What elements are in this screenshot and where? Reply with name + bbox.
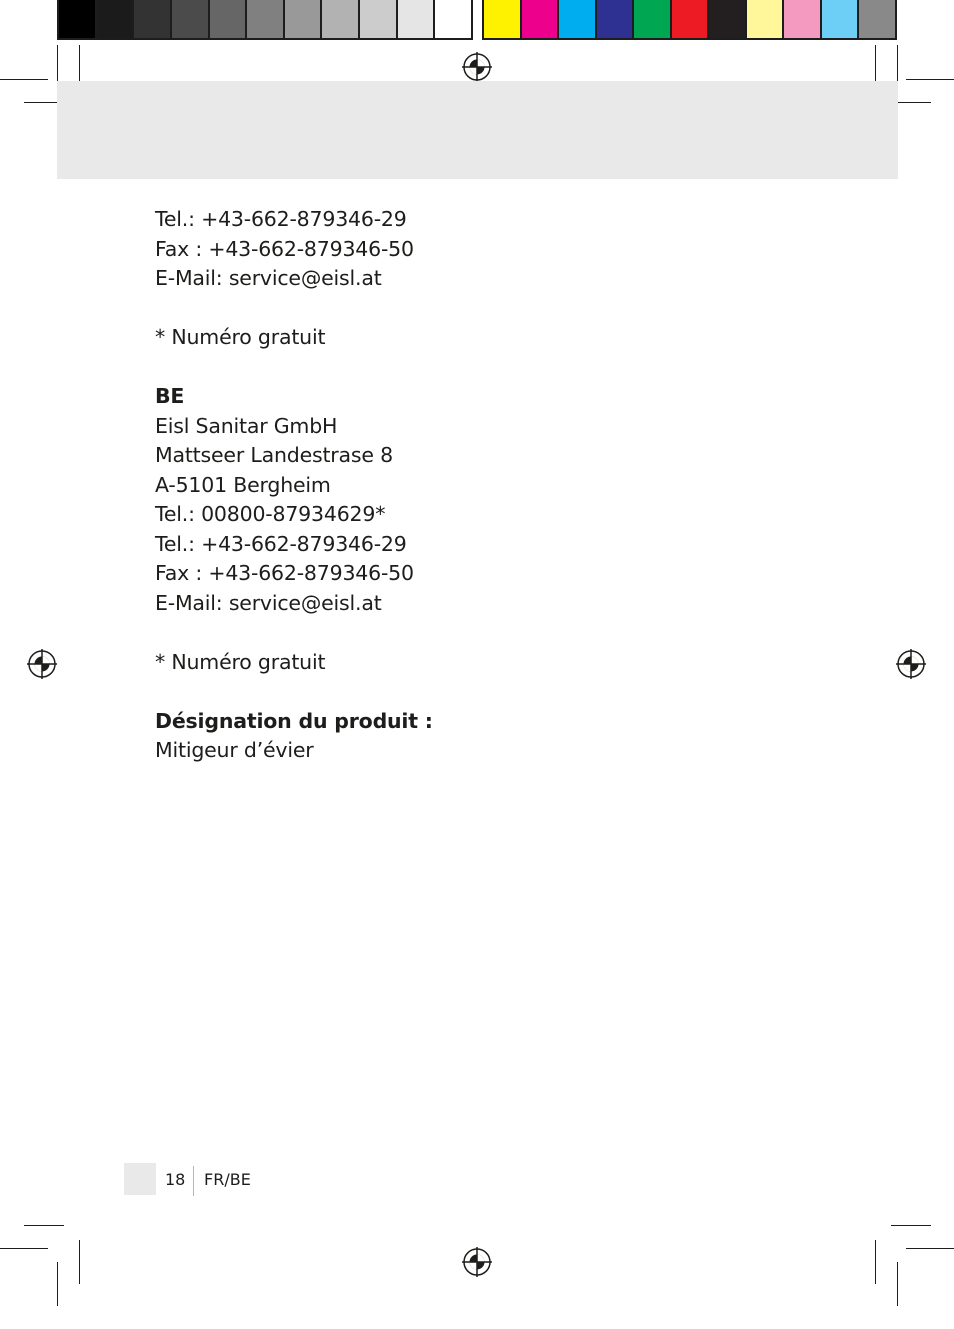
registration-mark-icon <box>27 649 57 679</box>
fax-line: Fax : +43-662-879346-50 <box>155 236 414 261</box>
crop-mark <box>57 1262 58 1306</box>
color-swatch <box>522 0 560 38</box>
color-swatch <box>97 0 135 38</box>
color-swatch <box>247 0 285 38</box>
crop-mark <box>906 79 954 80</box>
footnote: * Numéro gratuit <box>155 649 326 674</box>
language-label: FR/BE <box>204 1170 251 1189</box>
color-swatch <box>672 0 710 38</box>
company-name: Eisl Sanitar GmbH <box>155 413 338 438</box>
color-swatch <box>859 0 895 38</box>
registration-mark-icon <box>462 1247 492 1277</box>
color-swatch <box>822 0 860 38</box>
color-swatch <box>559 0 597 38</box>
phone-line: Tel.: +43-662-879346-29 <box>155 531 407 556</box>
color-swatch <box>322 0 360 38</box>
color-swatch <box>435 0 471 38</box>
color-swatch <box>285 0 323 38</box>
page-content <box>155 205 675 766</box>
crop-mark <box>0 79 48 80</box>
crop-mark <box>24 1225 64 1226</box>
color-swatch <box>59 0 97 38</box>
color-swatch <box>360 0 398 38</box>
footer-marker <box>124 1163 156 1195</box>
color-swatch <box>747 0 785 38</box>
city-address: A-5101 Bergheim <box>155 472 331 497</box>
color-swatch <box>634 0 672 38</box>
color-swatch <box>398 0 436 38</box>
spacer <box>155 618 675 648</box>
crop-mark <box>906 1248 954 1249</box>
color-swatch <box>709 0 747 38</box>
header-band <box>57 81 898 179</box>
crop-mark <box>875 1240 876 1284</box>
color-swatch <box>597 0 635 38</box>
crop-mark <box>79 1240 80 1284</box>
fax-line: Fax : +43-662-879346-50 <box>155 561 414 585</box>
page-number: 18 <box>165 1170 186 1189</box>
product-heading: Désignation du produit : <box>155 708 433 733</box>
color-swatch <box>784 0 822 38</box>
footnote: * Numéro gratuit <box>155 325 326 349</box>
crop-mark <box>897 1262 898 1306</box>
section-heading-be: BE <box>155 384 185 408</box>
color-swatch <box>484 0 522 38</box>
toll-free-phone: Tel.: 00800-87934629* <box>155 502 386 526</box>
spacer <box>155 294 675 324</box>
color-swatch <box>134 0 172 38</box>
email-line: E-Mail: service@eisl.at <box>155 266 382 290</box>
spacer <box>155 677 675 707</box>
crop-mark <box>891 1225 931 1226</box>
email-line: E-Mail: service@eisl.at <box>155 590 382 615</box>
registration-mark-icon <box>896 649 926 679</box>
phone-line: Tel.: +43-662-879346-29 <box>155 207 407 231</box>
crop-mark <box>0 1248 48 1249</box>
spacer <box>155 353 675 383</box>
registration-mark-icon <box>462 52 492 82</box>
grayscale-control-strip <box>57 0 473 40</box>
color-swatch <box>172 0 210 38</box>
street-address: Mattseer Landestrase 8 <box>155 443 393 467</box>
color-swatch <box>210 0 248 38</box>
color-control-strip <box>482 0 897 40</box>
product-name: Mitigeur d’évier <box>155 738 314 762</box>
footer-divider <box>193 1166 194 1196</box>
